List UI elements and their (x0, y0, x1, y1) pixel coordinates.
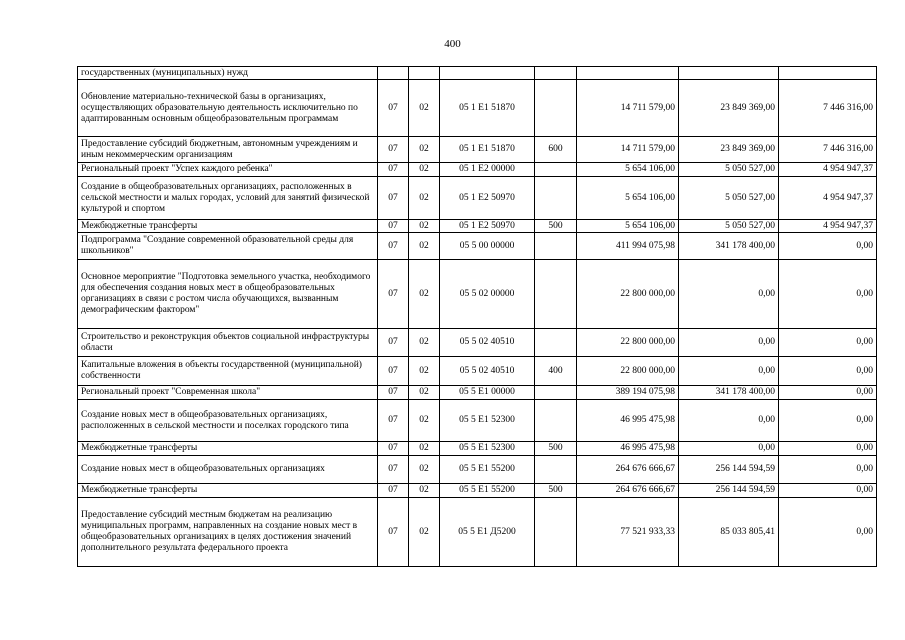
table-row (78, 80, 877, 137)
expense-type-code (535, 163, 577, 177)
amount-year-3: 0,00 (779, 357, 877, 386)
expense-type-code (535, 400, 577, 442)
table-row (78, 357, 877, 386)
table-row (78, 67, 877, 80)
section-code: 07 (378, 498, 409, 567)
row-name: Межбюджетные трансферты (78, 484, 378, 498)
section-code: 07 (378, 260, 409, 329)
table-row (78, 456, 877, 484)
budget-table-body (78, 67, 877, 567)
section-code: 07 (378, 233, 409, 260)
amount-year-2: 256 144 594,59 (679, 456, 779, 484)
subsection-code: 02 (409, 498, 440, 567)
amount-year-1: 46 995 475,98 (577, 400, 679, 442)
amount-year-2: 23 849 369,00 (679, 137, 779, 163)
expense-type-code: 500 (535, 484, 577, 498)
subsection-code: 02 (409, 442, 440, 456)
amount-year-3: 0,00 (779, 233, 877, 260)
expense-type-code (535, 456, 577, 484)
amount-year-2: 5 050 527,00 (679, 163, 779, 177)
subsection-code: 02 (409, 400, 440, 442)
target-article-code: 05 5 E1 55200 (440, 456, 535, 484)
section-code: 07 (378, 163, 409, 177)
amount-year-1: 264 676 666,67 (577, 484, 679, 498)
amount-year-3: 0,00 (779, 260, 877, 329)
amount-year-1: 22 800 000,00 (577, 329, 679, 357)
row-name: Капитальные вложения в объекты государственной (муниципальной) собственности (78, 357, 378, 386)
amount-year-2 (679, 67, 779, 80)
table-row (78, 484, 877, 498)
row-name: Создание новых мест в общеобразовательных организациях, расположенных в сельской местности и поселках городского типа (78, 400, 378, 442)
table-row (78, 386, 877, 400)
section-code: 07 (378, 442, 409, 456)
target-article-code: 05 1 E2 50970 (440, 177, 535, 220)
amount-year-3: 0,00 (779, 400, 877, 442)
target-article-code: 05 5 02 00000 (440, 260, 535, 329)
subsection-code (409, 67, 440, 80)
subsection-code: 02 (409, 233, 440, 260)
subsection-code: 02 (409, 220, 440, 233)
target-article-code: 05 1 E1 51870 (440, 137, 535, 163)
subsection-code: 02 (409, 357, 440, 386)
page-number: 400 (444, 38, 461, 50)
section-code: 07 (378, 386, 409, 400)
amount-year-3: 0,00 (779, 442, 877, 456)
expense-type-code: 500 (535, 220, 577, 233)
expense-type-code: 500 (535, 442, 577, 456)
target-article-code: 05 5 E1 Д5200 (440, 498, 535, 567)
section-code: 07 (378, 456, 409, 484)
amount-year-2: 0,00 (679, 357, 779, 386)
subsection-code: 02 (409, 80, 440, 137)
amount-year-3: 4 954 947,37 (779, 177, 877, 220)
row-name: Создание в общеобразовательных организациях, расположенных в сельской местности и малых городах, условий для занятий физической культурой и спортом (78, 177, 378, 220)
row-name: государственных (муниципальных) нужд (78, 67, 378, 80)
amount-year-2: 341 178 400,00 (679, 386, 779, 400)
amount-year-3: 7 446 316,00 (779, 137, 877, 163)
table-row (78, 137, 877, 163)
target-article-code: 05 5 02 40510 (440, 329, 535, 357)
row-name: Основное мероприятие "Подготовка земельного участка, необходимого для обеспечения создания новых мест в общеобразовательных организациях в связи с ростом числа обучающихся, вызванным демографическим фактором" (78, 260, 378, 329)
subsection-code: 02 (409, 456, 440, 484)
table-row (78, 260, 877, 329)
amount-year-3: 7 446 316,00 (779, 80, 877, 137)
row-name: Региональный проект "Современная школа" (78, 386, 378, 400)
amount-year-1: 5 654 106,00 (577, 163, 679, 177)
amount-year-3: 0,00 (779, 386, 877, 400)
expense-type-code (535, 80, 577, 137)
expense-type-code (535, 260, 577, 329)
row-name: Обновление материально-технической базы в организациях, осуществляющих образовательную деятельность исключительно по адаптированным основным общеобразовательным программам (78, 80, 378, 137)
subsection-code: 02 (409, 137, 440, 163)
amount-year-1 (577, 67, 679, 80)
expense-type-code: 600 (535, 137, 577, 163)
amount-year-3: 0,00 (779, 329, 877, 357)
amount-year-1: 46 995 475,98 (577, 442, 679, 456)
expense-type-code (535, 67, 577, 80)
amount-year-2: 5 050 527,00 (679, 220, 779, 233)
amount-year-2: 0,00 (679, 400, 779, 442)
amount-year-2: 256 144 594,59 (679, 484, 779, 498)
amount-year-1: 411 994 075,98 (577, 233, 679, 260)
section-code: 07 (378, 484, 409, 498)
target-article-code: 05 1 E2 00000 (440, 163, 535, 177)
amount-year-2: 0,00 (679, 329, 779, 357)
subsection-code: 02 (409, 163, 440, 177)
row-name: Предоставление субсидий бюджетным, автономным учреждениям и иным некоммерческим организациям (78, 137, 378, 163)
section-code: 07 (378, 329, 409, 357)
subsection-code: 02 (409, 177, 440, 220)
section-code: 07 (378, 137, 409, 163)
row-name: Межбюджетные трансферты (78, 220, 378, 233)
table-row (78, 498, 877, 567)
expense-type-code: 400 (535, 357, 577, 386)
table-row (78, 233, 877, 260)
budget-table (77, 66, 877, 567)
table-row (78, 329, 877, 357)
amount-year-2: 341 178 400,00 (679, 233, 779, 260)
amount-year-3 (779, 67, 877, 80)
expense-type-code (535, 177, 577, 220)
amount-year-2: 0,00 (679, 442, 779, 456)
section-code: 07 (378, 220, 409, 233)
row-name: Межбюджетные трансферты (78, 442, 378, 456)
amount-year-2: 0,00 (679, 260, 779, 329)
target-article-code: 05 5 E1 52300 (440, 442, 535, 456)
amount-year-1: 22 800 000,00 (577, 357, 679, 386)
section-code (378, 67, 409, 80)
row-name: Строительство и реконструкция объектов социальной инфраструктуры области (78, 329, 378, 357)
table-row (78, 400, 877, 442)
subsection-code: 02 (409, 484, 440, 498)
target-article-code: 05 5 02 40510 (440, 357, 535, 386)
section-code: 07 (378, 80, 409, 137)
amount-year-1: 5 654 106,00 (577, 220, 679, 233)
amount-year-2: 23 849 369,00 (679, 80, 779, 137)
expense-type-code (535, 233, 577, 260)
target-article-code: 05 5 E1 00000 (440, 386, 535, 400)
row-name: Региональный проект "Успех каждого ребенка" (78, 163, 378, 177)
row-name: Подпрограмма "Создание современной образовательной среды для школьников" (78, 233, 378, 260)
row-name: Создание новых мест в общеобразовательных организациях (78, 456, 378, 484)
target-article-code: 05 5 00 00000 (440, 233, 535, 260)
target-article-code (440, 67, 535, 80)
table-row (78, 163, 877, 177)
target-article-code: 05 1 E2 50970 (440, 220, 535, 233)
amount-year-1: 264 676 666,67 (577, 456, 679, 484)
subsection-code: 02 (409, 329, 440, 357)
amount-year-1: 22 800 000,00 (577, 260, 679, 329)
target-article-code: 05 5 E1 55200 (440, 484, 535, 498)
amount-year-1: 77 521 933,33 (577, 498, 679, 567)
expense-type-code (535, 498, 577, 567)
amount-year-3: 0,00 (779, 498, 877, 567)
target-article-code: 05 1 E1 51870 (440, 80, 535, 137)
amount-year-3: 4 954 947,37 (779, 220, 877, 233)
section-code: 07 (378, 357, 409, 386)
amount-year-1: 389 194 075,98 (577, 386, 679, 400)
amount-year-2: 85 033 805,41 (679, 498, 779, 567)
expense-type-code (535, 329, 577, 357)
amount-year-2: 5 050 527,00 (679, 177, 779, 220)
amount-year-1: 14 711 579,00 (577, 80, 679, 137)
amount-year-1: 5 654 106,00 (577, 177, 679, 220)
amount-year-3: 4 954 947,37 (779, 163, 877, 177)
amount-year-3: 0,00 (779, 456, 877, 484)
subsection-code: 02 (409, 260, 440, 329)
amount-year-1: 14 711 579,00 (577, 137, 679, 163)
expense-type-code (535, 386, 577, 400)
section-code: 07 (378, 177, 409, 220)
table-row (78, 442, 877, 456)
target-article-code: 05 5 E1 52300 (440, 400, 535, 442)
section-code: 07 (378, 400, 409, 442)
table-row (78, 220, 877, 233)
row-name: Предоставление субсидий местным бюджетам на реализацию муниципальных программ, направленных на создание новых мест в общеобразовательных организациях в целях достижения значений дополнительного результата федерального проекта (78, 498, 378, 567)
amount-year-3: 0,00 (779, 484, 877, 498)
table-row (78, 177, 877, 220)
subsection-code: 02 (409, 386, 440, 400)
